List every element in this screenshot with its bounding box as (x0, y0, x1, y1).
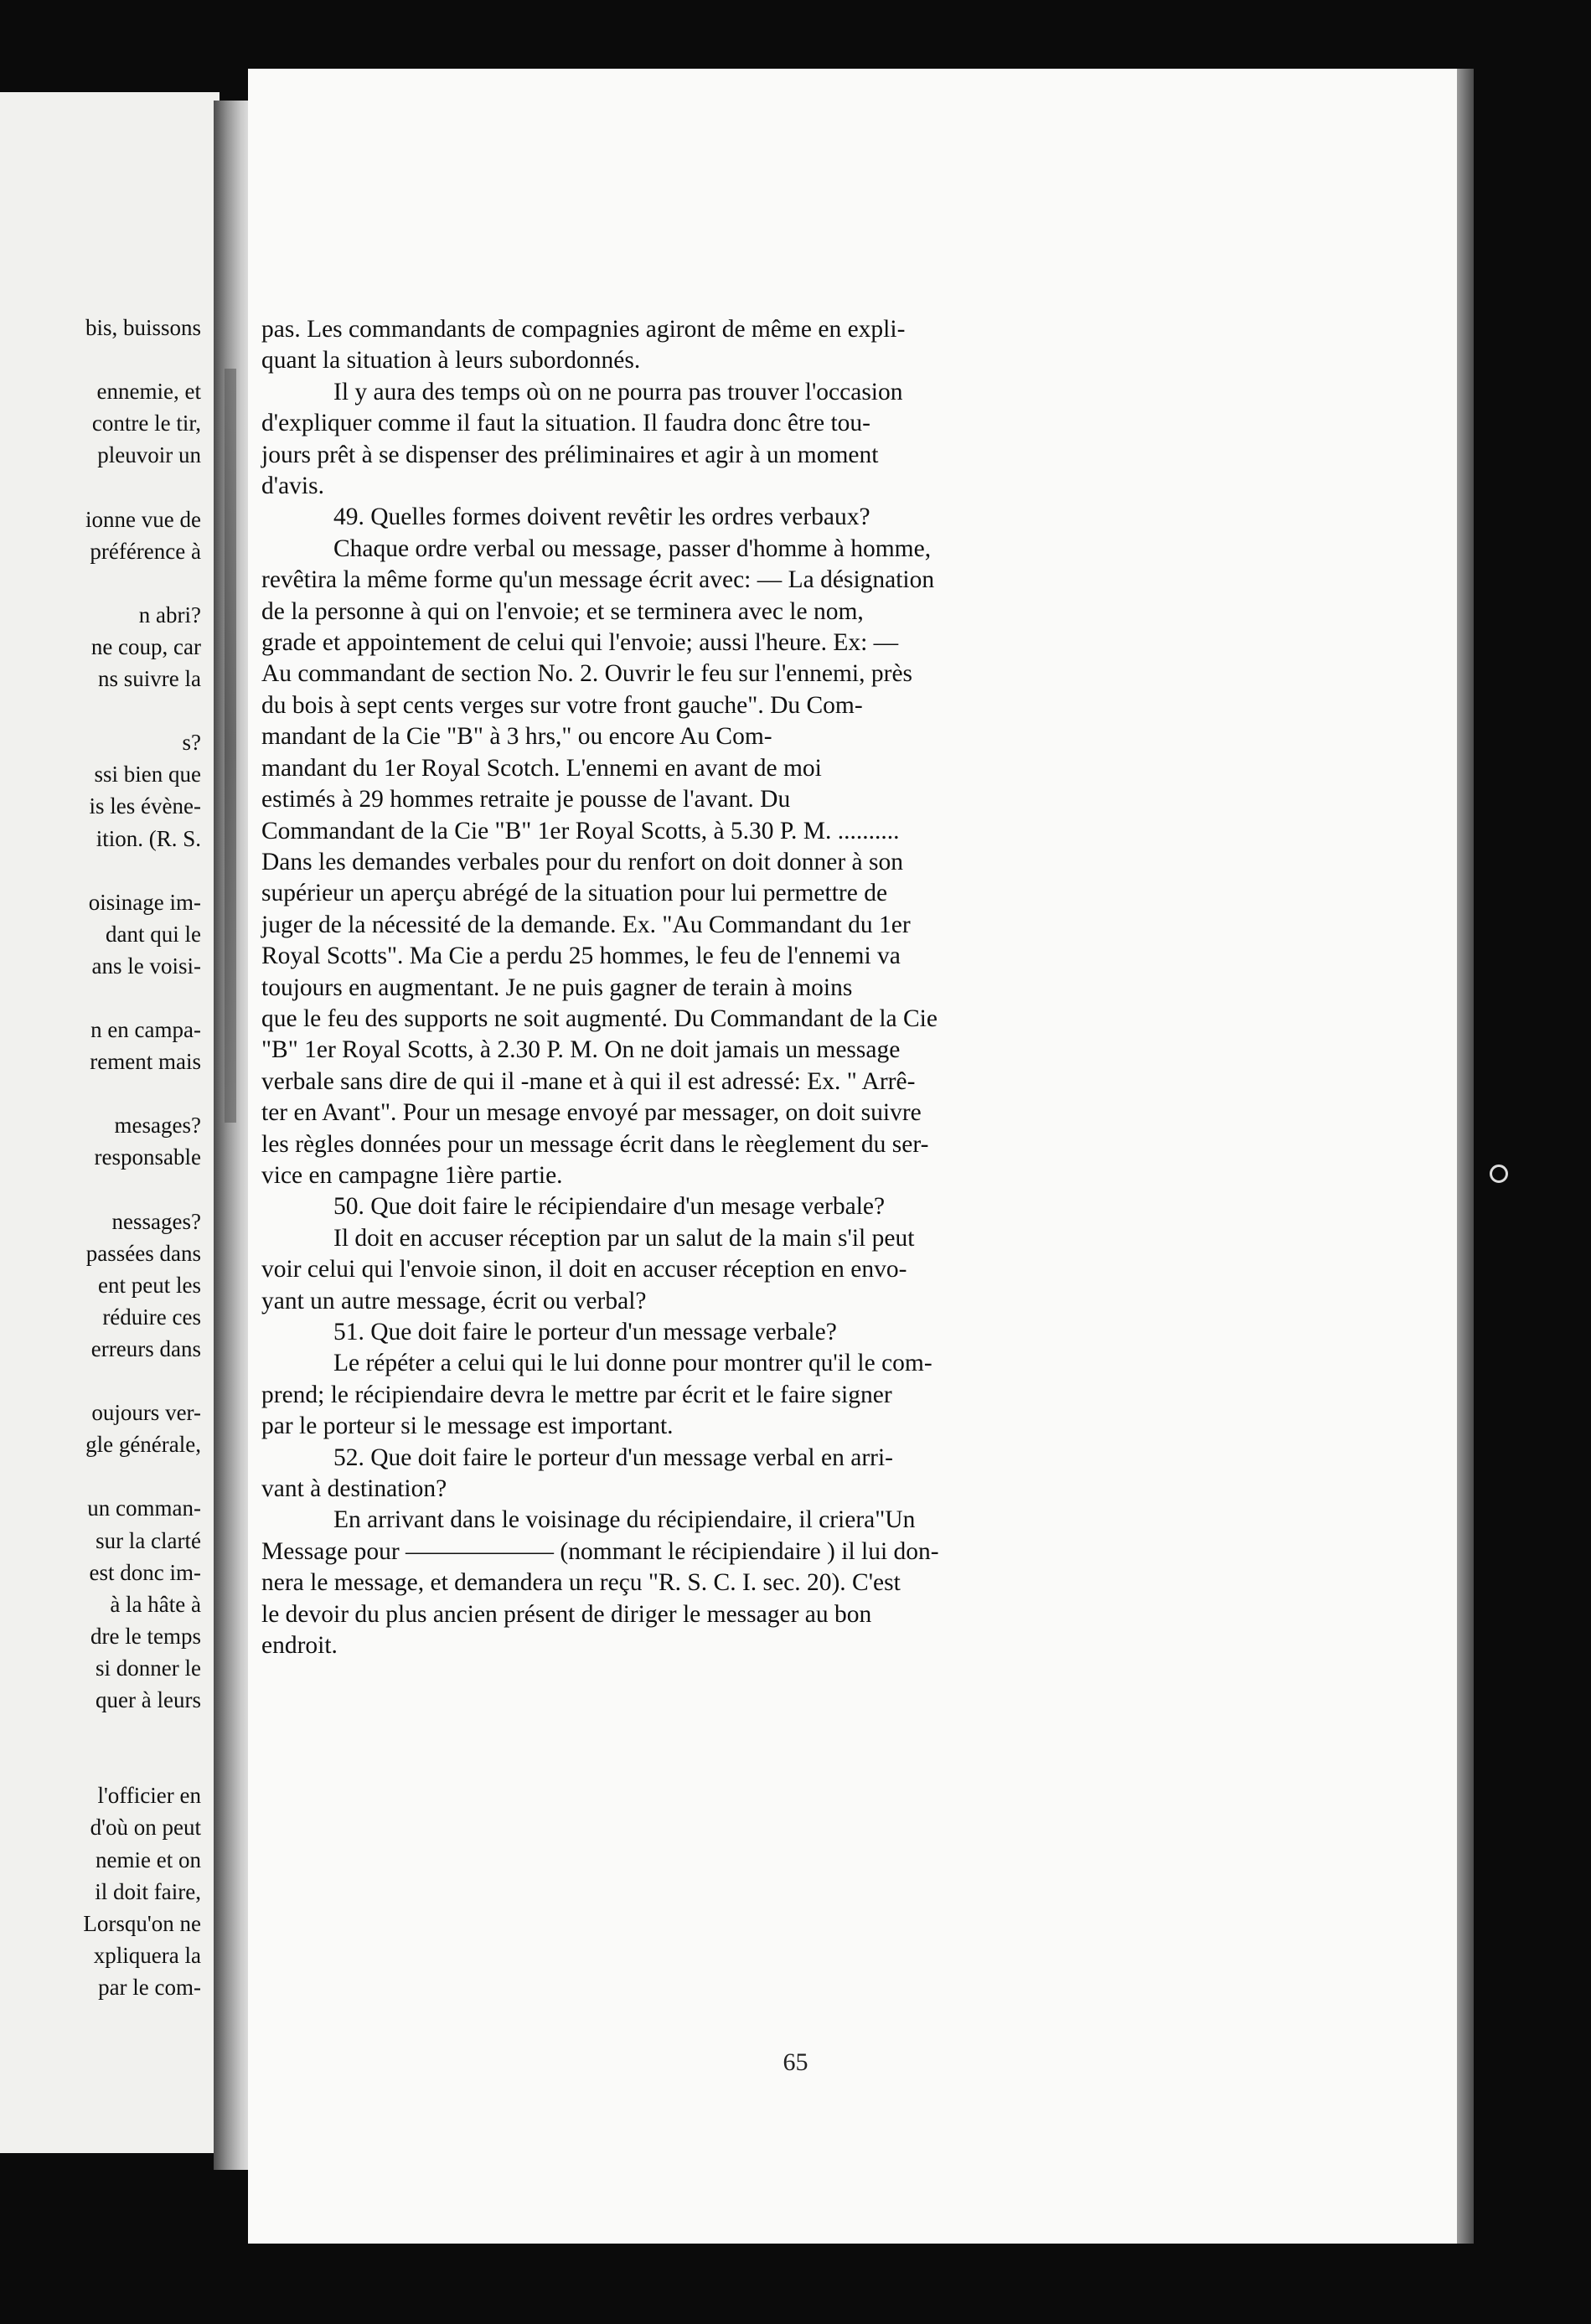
left-page-line (0, 1716, 201, 1748)
left-page-line: dant qui le (106, 921, 201, 947)
left-page-line: Lorsqu'on ne (83, 1910, 201, 1936)
left-page-line (0, 982, 201, 1014)
left-page-line (0, 855, 201, 886)
left-page-line: quer à leurs (96, 1687, 201, 1713)
left-page-line (0, 567, 201, 599)
left-page-line: sur la clarté (96, 1527, 201, 1553)
left-page-line: ionne vue de (85, 506, 201, 532)
paragraph: pas. Les commandants de compagnies agiront de même en expli- quant la situation à leurs subordonnés. (261, 316, 906, 374)
main-text (261, 314, 1270, 1661)
left-page-line: s? (182, 730, 201, 756)
question-heading: 49. Quelles formes doivent revêtir les ordres verbaux? (333, 504, 870, 531)
left-page-line: gle générale, (85, 1432, 201, 1458)
left-page-line: mesages? (114, 1113, 201, 1139)
page-number: 65 (783, 2048, 808, 2076)
spine-shadow (225, 369, 236, 1123)
left-page-line (0, 471, 201, 503)
left-page-line: bis, buissons (85, 315, 201, 340)
left-page-line: réduire ces (102, 1304, 201, 1330)
left-page-line: par le com- (98, 1974, 201, 2000)
left-page-line: contre le tir, (91, 411, 201, 436)
paragraph: En arrivant dans le voisinage du récipiendaire, il criera"Un Message pour —————— (nommant le récipiendaire ) il lui don- nera le message, et demandera un reçu "R. S. C. I. sec. 20). C'est le devoir du plus ancien présent de diriger le messager au bon endroit. (261, 1506, 939, 1660)
left-page-line: xpliquera la (93, 1942, 201, 1968)
left-page-line: passées dans (85, 1240, 201, 1266)
left-page-line: ent peut les (98, 1272, 201, 1298)
left-page-line: si donner le (96, 1655, 201, 1681)
left-page-line: ition. (R. S. (96, 825, 201, 851)
left-page-line: ans le voisi- (91, 953, 201, 979)
left-page-line: dre le temps (90, 1623, 201, 1649)
left-page (0, 92, 220, 2153)
left-page-line: est donc im- (89, 1559, 201, 1585)
left-page-line: ns suivre la (98, 666, 201, 692)
left-page-line: erreurs dans (90, 1336, 201, 1361)
reference-mark (1490, 1165, 1508, 1183)
left-page-line: n en campa- (90, 1017, 201, 1043)
left-page-line: responsable (94, 1144, 201, 1170)
left-page-line: oujours ver- (91, 1400, 201, 1426)
left-page-line (0, 1748, 201, 1779)
left-page-line: ne coup, car (90, 633, 201, 659)
left-page-line: oisinage im- (88, 889, 201, 915)
left-page-text (0, 312, 201, 2003)
left-page-line: préférence à (90, 538, 201, 564)
left-page-line: nemie et on (96, 1846, 201, 1872)
question-heading: 50. Que doit faire le récipiendaire d'un mesage verbale? (333, 1193, 886, 1221)
left-page-line (0, 1365, 201, 1397)
paragraph: Chaque ordre verbal ou message, passer d'homme à homme, revêtira la même forme qu'un message écrit avec: — La désignation de la personne à qui on l'envoie; et se terminera avec le nom, grade et appointement de celui qui l'envoie; aussi l'heure. Ex: — Au commandant de section No. 2. Ouvrir le feu sur l'ennemi, près du bois à sept cents verges sur votre front gauche". Du Com- mandant de la Cie "B" à 3 hrs," ou encore Au Com- mandant du 1er Royal Scotch. L'ennemi en avant de moi estimés à 29 hommes retraite je pousse de l'avant. Du Commandant de la Cie "B" 1er Royal Scotts, à 5.30 P. M. .......... Dans les demandes verbales pour du renfort on doit donner à son supérieur un aperçu abrégé de la situation pour lui permettre de juger de la nécessité de la demande. Ex. "Au Commandant du 1er Royal Scotts". Ma Cie a perdu 25 hommes, le feu de l'ennemi va toujours en augmentant. Je ne puis gagner de terain à moins que le feu des supports ne soit augmenté. Du Commandant de la Cie "B" 1er Royal Scotts, à 2.30 P. M. On ne doit jamais un message verbale sans dire de qui il -mane et à qui il est adressé: Ex. " Arrê- ter en Avant". Pour un mesage envoyé par messager, on doit suivre les règles données pour un message écrit dans le rèeglement du ser- vice en campagne 1ière partie. (261, 535, 938, 1189)
left-page-line (0, 1174, 201, 1206)
left-page-line: nessages? (111, 1208, 201, 1234)
left-page-line: l'officier en (97, 1783, 201, 1809)
left-page-line: pleuvoir un (97, 442, 201, 468)
left-page-line: d'où on peut (90, 1815, 201, 1841)
question-heading: 52. Que doit faire le porteur d'un message verbal en arri- vant à destination? (261, 1443, 893, 1503)
left-page-line (0, 1460, 201, 1492)
left-page-line: à la hâte à (110, 1591, 201, 1617)
page-edge (1457, 69, 1474, 2244)
left-page-line (0, 343, 201, 375)
left-page-line: rement mais (90, 1049, 201, 1075)
paragraph: Il y aura des temps où on ne pourra pas trouver l'occasion d'expliquer comme il faut la situation. Il faudra donc être tou- jours prêt à se dispenser des préliminaires et agir à un moment d'avis. (261, 378, 903, 500)
paragraph: Il doit en accuser réception par un salut de la main s'il peut voir celui qui l'envoie sinon, il doit en accuser réception en envo- yant un autre message, écrit ou verbal? (261, 1224, 915, 1314)
left-page-line: il doit faire, (95, 1878, 201, 1904)
left-page-line (0, 695, 201, 726)
question-heading: 51. Que doit faire le porteur d'un message verbale? (333, 1319, 837, 1345)
left-page-line: un comman- (87, 1495, 201, 1521)
left-page-line: ennemie, et (96, 379, 201, 405)
left-page-line (0, 1077, 201, 1109)
left-page-line: is les évène- (89, 793, 201, 819)
left-page-line: n abri? (138, 602, 201, 627)
left-page-line: ssi bien que (94, 762, 201, 788)
paragraph: Le répéter a celui qui le lui donne pour montrer qu'il le com- prend; le récipiendaire devra le mettre par écrit et le faire signer par le porteur si le message est important. (261, 1350, 932, 1440)
